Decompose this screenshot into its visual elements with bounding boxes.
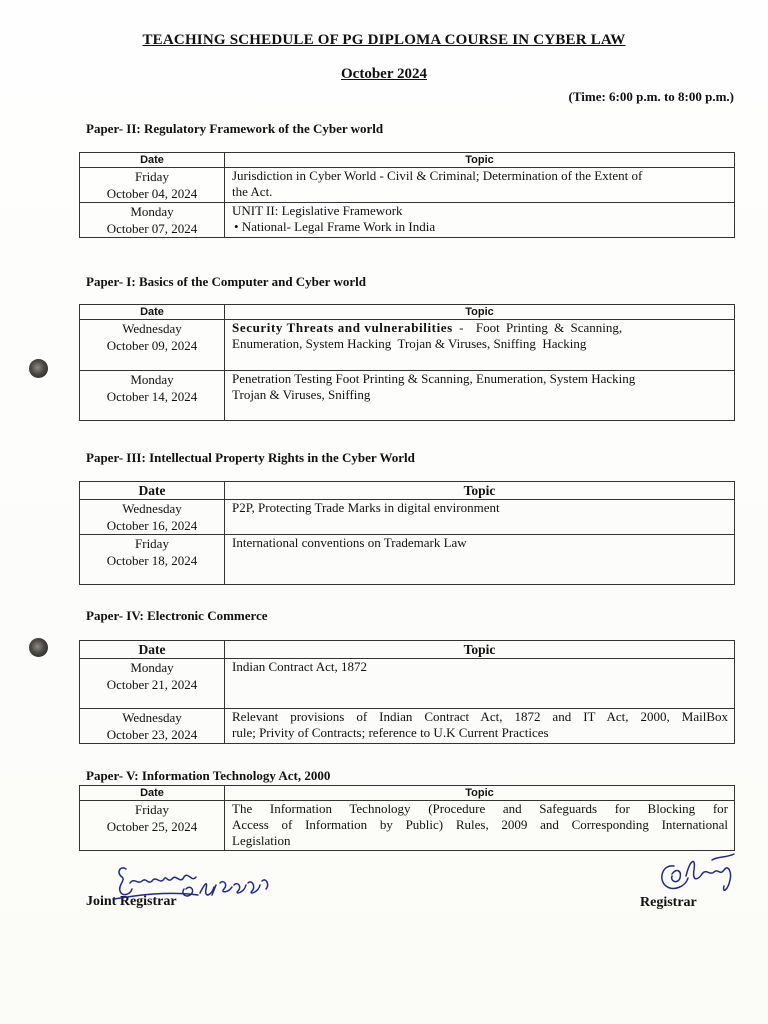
date-cell (80, 801, 225, 851)
topic-text: the Act. (232, 184, 273, 199)
schedule-table (79, 481, 735, 585)
date-cell (80, 371, 225, 421)
topic-cell (225, 320, 735, 371)
date-value: October 18, 2024 (106, 553, 198, 568)
column-header-date: Date (80, 482, 225, 500)
date-cell (80, 500, 225, 535)
day-name: Monday (130, 660, 174, 675)
date-value: October 14, 2024 (106, 389, 198, 404)
date-value: October 21, 2024 (106, 677, 198, 692)
topic-text: Jurisdiction in Cyber World - Civil & Criminal; Determination of the Extent of (232, 168, 643, 183)
topic-text: P2P, Protecting Trade Marks in digital environment (232, 500, 500, 515)
topic-text: Trojan & Viruses, Sniffing (232, 387, 371, 402)
topic-text: International conventions on Trademark Law (232, 535, 467, 550)
day-name: Monday (130, 204, 174, 219)
punch-hole-bottom (29, 638, 48, 657)
topic-text: Penetration Testing Foot Printing & Scanning, Enumeration, System Hacking (232, 371, 636, 386)
topic-text (232, 320, 728, 336)
date-cell (80, 535, 225, 585)
day-name: Monday (130, 372, 174, 387)
joint-registrar-label: Joint Registrar (86, 894, 177, 909)
paper-heading: Paper- IV: Electronic Commerce (86, 608, 268, 623)
date-cell (80, 168, 225, 203)
table-row (80, 500, 735, 535)
registrar-signature (652, 850, 748, 898)
topic-cell (225, 168, 735, 203)
topic-text: Indian Contract Act, 1872 (232, 659, 368, 674)
paper-heading: Paper- V: Information Technology Act, 2000 (86, 768, 331, 783)
schedule-table (79, 304, 735, 421)
registrar-label: Registrar (640, 895, 697, 910)
column-header-topic: Topic (225, 641, 735, 659)
day-name: Friday (135, 536, 169, 551)
table-header-row (80, 153, 735, 168)
column-header-topic: Topic (225, 786, 735, 801)
date-cell (80, 320, 225, 371)
schedule-table (79, 785, 735, 851)
topic-text: Legislation (232, 833, 291, 848)
table-row (80, 801, 735, 851)
day-name: Wednesday (122, 710, 182, 725)
topic-cell (225, 203, 735, 238)
column-header-topic: Topic (225, 482, 735, 500)
table-header-row (80, 305, 735, 320)
table-header-row (80, 641, 735, 659)
joint-registrar-signature (108, 855, 288, 915)
day-name: Friday (135, 169, 169, 184)
date-cell (80, 659, 225, 709)
paper-heading: Paper- III: Intellectual Property Rights in the Cyber World (86, 450, 415, 465)
topic-cell (225, 500, 735, 535)
table-row (80, 659, 735, 709)
table-row (80, 168, 735, 203)
table-row (80, 320, 735, 371)
column-header-date: Date (80, 153, 225, 168)
date-value: October 09, 2024 (106, 338, 198, 353)
table-header-row (80, 482, 735, 500)
day-name: Friday (135, 802, 169, 817)
topic-text: Enumeration, System Hacking Trojan & Viruses, Sniffing Hacking (232, 336, 587, 351)
topic-cell (225, 709, 735, 744)
class-time: (Time: 6:00 p.m. to 8:00 p.m.) (568, 89, 734, 104)
column-header-date: Date (80, 786, 225, 801)
topic-text: UNIT II: Legislative Framework (232, 203, 403, 218)
topic-text: rule; Privity of Contracts; reference to U.K Current Practices (232, 725, 549, 740)
topic-text: Relevant provisions of Indian Contract Act, 1872 and IT Act, 2000, MailBox (232, 709, 728, 724)
date-value: October 23, 2024 (106, 727, 198, 742)
topic-cell (225, 535, 735, 585)
table-row (80, 535, 735, 585)
paper-heading: Paper- II: Regulatory Framework of the Cyber world (86, 121, 384, 136)
topic-text-rest: - Foot Printing & Scanning, (452, 320, 623, 335)
topic-cell (225, 801, 735, 851)
document-month: October 2024 (341, 66, 427, 82)
date-value: October 25, 2024 (106, 819, 198, 834)
paper-heading: Paper- I: Basics of the Computer and Cyber world (86, 274, 366, 289)
table-header-row (80, 786, 735, 801)
date-cell (80, 709, 225, 744)
column-header-topic: Topic (225, 153, 735, 168)
date-value: October 16, 2024 (106, 518, 198, 533)
document-title: TEACHING SCHEDULE OF PG DIPLOMA COURSE IN CYBER LAW (142, 32, 626, 48)
table-row (80, 371, 735, 421)
topic-cell (225, 371, 735, 421)
schedule-table (79, 640, 735, 744)
topic-bold-text: Security Threats and vulnerabilities (232, 320, 453, 335)
topic-text: The Information Technology (Procedure and Safeguards for Blocking for (232, 801, 728, 816)
column-header-date: Date (80, 641, 225, 659)
table-row (80, 709, 735, 744)
column-header-topic: Topic (225, 305, 735, 320)
schedule-table (79, 152, 735, 238)
column-header-date: Date (80, 305, 225, 320)
topic-text: • National- Legal Frame Work in India (234, 219, 436, 234)
date-value: October 04, 2024 (106, 186, 198, 201)
topic-cell (225, 659, 735, 709)
punch-hole-top (29, 359, 48, 378)
date-value: October 07, 2024 (106, 221, 198, 236)
topic-text: Access of Information by Public) Rules, 2009 and Corresponding International (232, 817, 728, 832)
day-name: Wednesday (122, 321, 182, 336)
day-name: Wednesday (122, 501, 182, 516)
date-cell (80, 203, 225, 238)
table-row (80, 203, 735, 238)
